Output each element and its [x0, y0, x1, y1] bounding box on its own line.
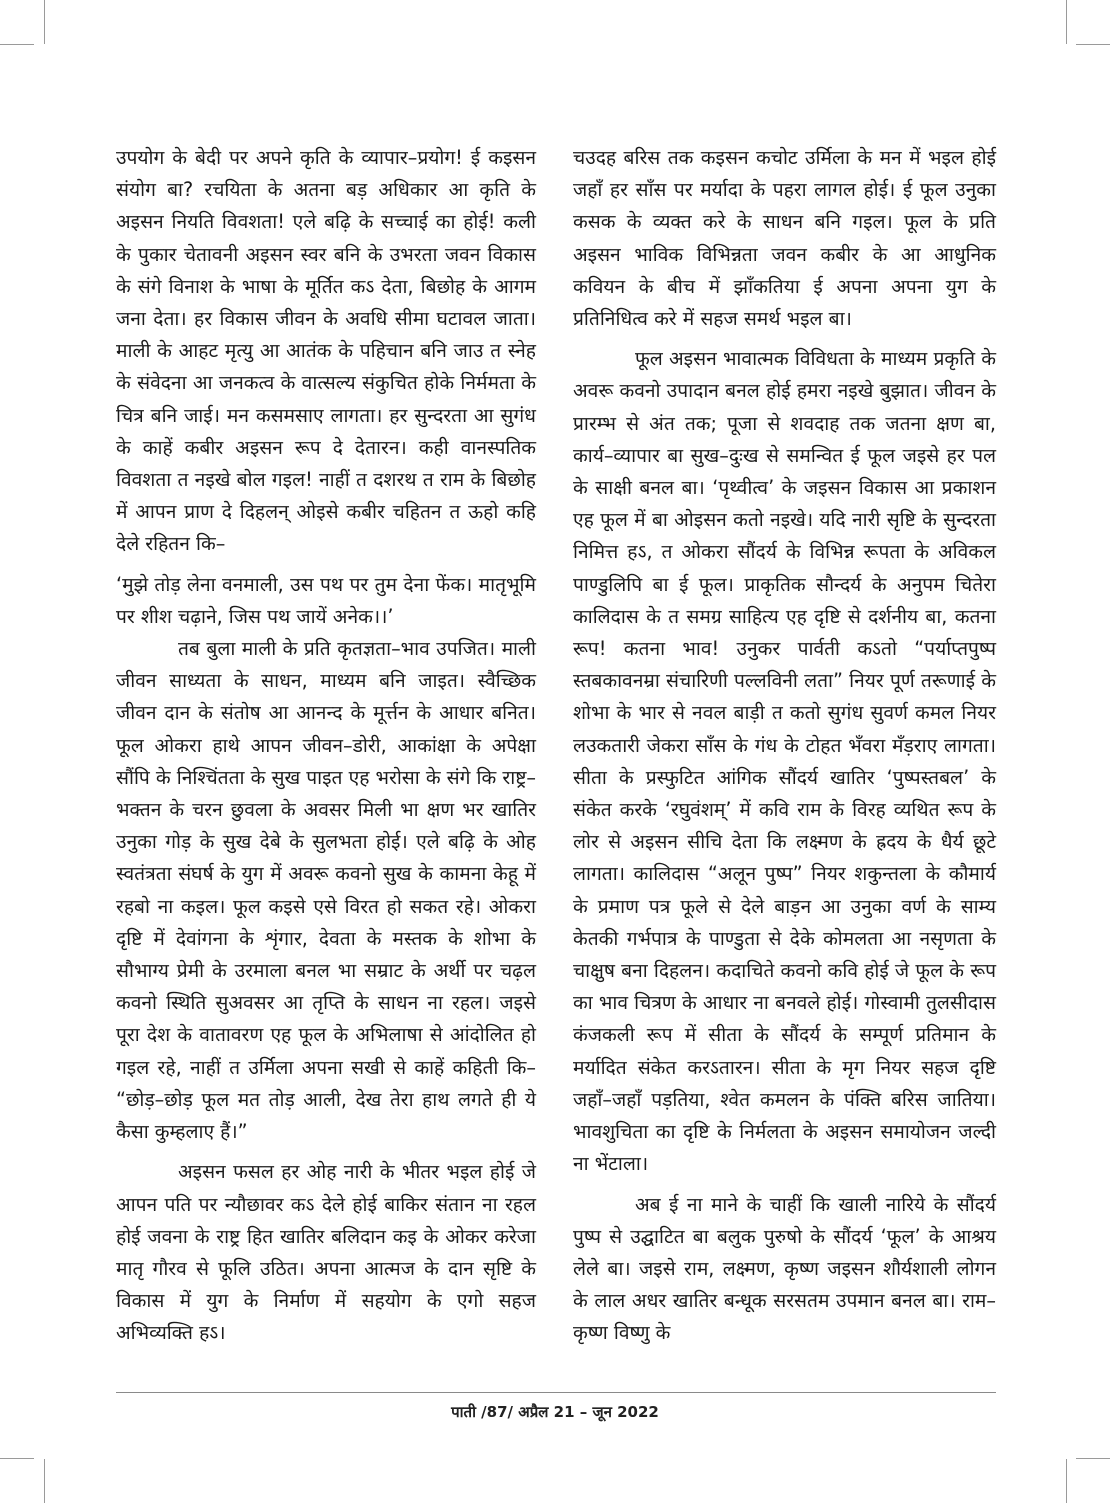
paragraph: उपयोग के बेदी पर अपने कृति के व्यापार–प्रयोग! ई कइसन संयोग बा? रचयिता के अतना बड़ अधिकार आ कृति के अइसन नियति विवशता! एले बढ़ि के सच्चाई का होई! कली के पुकार चेतावनी अइसन स्वर बनि के उभरता जवन विकास के संगे विनाश के भाषा के मूर्तित कऽ देता, बिछोह के आगम जना देता। हर विकास जीवन के अवधि सीमा घटावल जाता। माली के आहट मृत्यु आ आतंक के पहिचान बनि जाउ त स्नेह के संवेदना आ जनकत्व के वात्सल्य संकुचित होके निर्ममता के चित्र बनि जाई। मन कसमसाए लागता। हर सुन्दरता आ सुगंध के काहें कबीर अइसन रूप दे देतारन। कही वानस्पतिक विवशता त नइखे बोल गइल! नाहीं त दशरथ त राम के बिछोह में आपन प्राण दे दिहलन् ओइसे कबीर चहितन त ऊहो कहि देले रहितन कि–	[116, 146, 536, 556]
crop-mark	[1076, 44, 1110, 45]
crop-mark	[1076, 1458, 1110, 1459]
paragraph: चउदह बरिस तक कइसन कचोट उर्मिला के मन में भइल होई जहाँ हर साँस पर मर्यादा के पहरा लागल होई। ई फूल उनुका कसक के व्यक्त करे के साधन बनि गइल। फूल के प्रति अइसन भाविक विभिन्नता जवन कबीर के आ आधुनिक कवियन के बीच में झाँकतिया ई अपना अपना युग के प्रतिनिधित्व करे में सहज समर्थ भइल बा।	[573, 146, 996, 331]
left-column	[116, 142, 536, 1350]
page-footer: पाती /87/ अप्रैल 21 – जून 2022	[451, 1403, 659, 1421]
quote: ‘मुझे तोड़ लेना वनमाली, उस पथ पर तुम देना फेंक। मातृभूमि पर शीश चढ़ाने, जिस पथ जायें अनेक।।’	[116, 572, 536, 628]
paragraph: अइसन फसल हर ओह नारी के भीतर भइल होई जे आपन पति पर न्यौछावर कऽ देले होई बाकिर संतान ना रहल होई जवना के राष्ट्र हित खातिर बलिदान कइ के ओकर करेजा मातृ गौरव से फूलि उठित। अपना आत्मज के दान सृष्टि के विकास में युग के निर्माण में सहयोग के एगो सहज अभिव्यक्ति हऽ।	[116, 1160, 536, 1345]
paragraph: फूल अइसन भावात्मक विविधता के माध्यम प्रकृति के अवरू कवनो उपादान बनल होई हमरा नइखे बुझात। जीवन के प्रारम्भ से अंत तक; पूजा से शवदाह तक जतना क्षण बा, कार्य–व्यापार बा सुख–दुःख से समन्वित ई फूल जइसे हर पल के साक्षी बनल बा। ‘पृथ्वीत्व’ के जइसन विकास आ प्रकाशन एह फूल में बा ओइसन कतो नइखे। यदि नारी सृष्टि के सुन्दरता निमित्त हऽ, त ओकरा सौंदर्य के विभिन्न रूपता के अविकल पाण्डुलिपि बा ई फूल। प्राकृतिक सौन्दर्य के अनुपम चितेरा कालिदास के त समग्र साहित्य एह दृष्टि से दर्शनीय बा, कतना रूप! कतना भाव! उनुकर पार्वती कऽतो “पर्याप्तपुष्प स्तबकावनम्रा संचारिणी पल्लविनी लता” नियर पूर्ण तरूणाई के शोभा के भार से नवल बाड़ी त कतो सुगंध सुवर्ण कमल नियर लउकतारी जेकरा साँस के गंध के टोहत भँवरा मँड़राए लागता। सीता के प्रस्फुटित आंगिक सौंदर्य खातिर ‘पुष्पस्तबल’ के संकेत करके ‘रघुवंशम्’ में कवि राम के विरह व्यथित रूप के लोर से अइसन सीचि देता कि लक्ष्मण के ह्रदय के धैर्य छूटे लागता। कालिदास “अलून पुष्प” नियर शकुन्तला के कौमार्य के प्रमाण पत्र फूले से देले बाड़न आ उनुका वर्ण के साम्य केतकी गर्भपात्र के पाण्डुता से देके कोमलता आ नसृणता के चाक्षुष बना दिहलन। कदाचिते कवनो कवि होई जे फूल के रूप का भाव चित्रण के आधार ना बनवले होई। गोस्वामी तुलसीदास कंजकली रूप में सीता के सौंदर्य के सम्पूर्ण प्रतिमान के मर्यादित संकेत करऽतारन। सीता के मृग नियर सहज दृष्टि जहाँ–जहाँ पड़तिया, श्वेत कमलन के पंक्ति बरिस जातिया। भावशुचिता का दृष्टि के निर्मलता के अइसन समायोजन जल्दी ना भेंटाला।	[573, 347, 996, 1176]
crop-mark	[1066, 1459, 1067, 1503]
paragraph: अब ई ना माने के चाहीं कि खाली नारिये के सौंदर्य पुष्प से उद्घाटित बा बलुक पुरुषो के सौंदर्य ‘फूल’ के आश्रय लेले बा। जइसे राम, लक्ष्मण, कृष्ण जइसन शौर्यशाली लोगन के लाल अधर खातिर बन्धूक सरसतम उपमान बनल बा। राम–कृष्ण विष्णु के	[573, 1192, 996, 1345]
crop-mark	[44, 0, 45, 44]
right-column	[573, 142, 996, 1350]
paragraph: तब बुला माली के प्रति कृतज्ञता–भाव उपजित। माली जीवन साध्यता के साधन, माध्यम बनि जाइत। स्वैच्छिक जीवन दान के संतोष आ आनन्द के मूर्त्तन के आधार बनित। फूल ओकरा हाथे आपन जीवन–डोरी, आकांक्षा के अपेक्षा सौंपि के निश्चिंतता के सुख पाइत एह भरोसा के संगे कि राष्ट्र–भक्तन के चरन छुवला के अवसर मिली भा क्षण भर खातिर उनुका गोड़ के सुख देबे के सुलभता होई। एले बढ़ि के ओह स्वतंत्रता संघर्ष के युग में अवरू कवनो सुख के कामना केहू में रहबो ना कइल। फूल कइसे एसे विरत हो सकत रहे। ओकरा दृष्टि में देवांगना के शृंगार, देवता के मस्तक के शोभा के सौभाग्य प्रेमी के उरमाला बनल भा सम्राट के अर्थी पर चढ़ल कवनो स्थिति सुअवसर आ तृप्ति के साधन ना रहल। जइसे पूरा देश के वातावरण एह फूल के अभिलाषा से आंदोलित हो गइल रहे, नाहीं त उर्मिला अपना सखी से काहें कहिती कि– “छोड़–छोड़ फूल मत तोड़ आली, देख तेरा हाथ लगते ही ये कैसा कुम्हलाए हैं।”	[116, 637, 536, 1144]
crop-mark	[44, 1459, 45, 1503]
footer-rule	[116, 1392, 996, 1393]
crop-mark	[0, 44, 34, 45]
crop-mark	[0, 1458, 34, 1459]
crop-mark	[1066, 0, 1067, 44]
